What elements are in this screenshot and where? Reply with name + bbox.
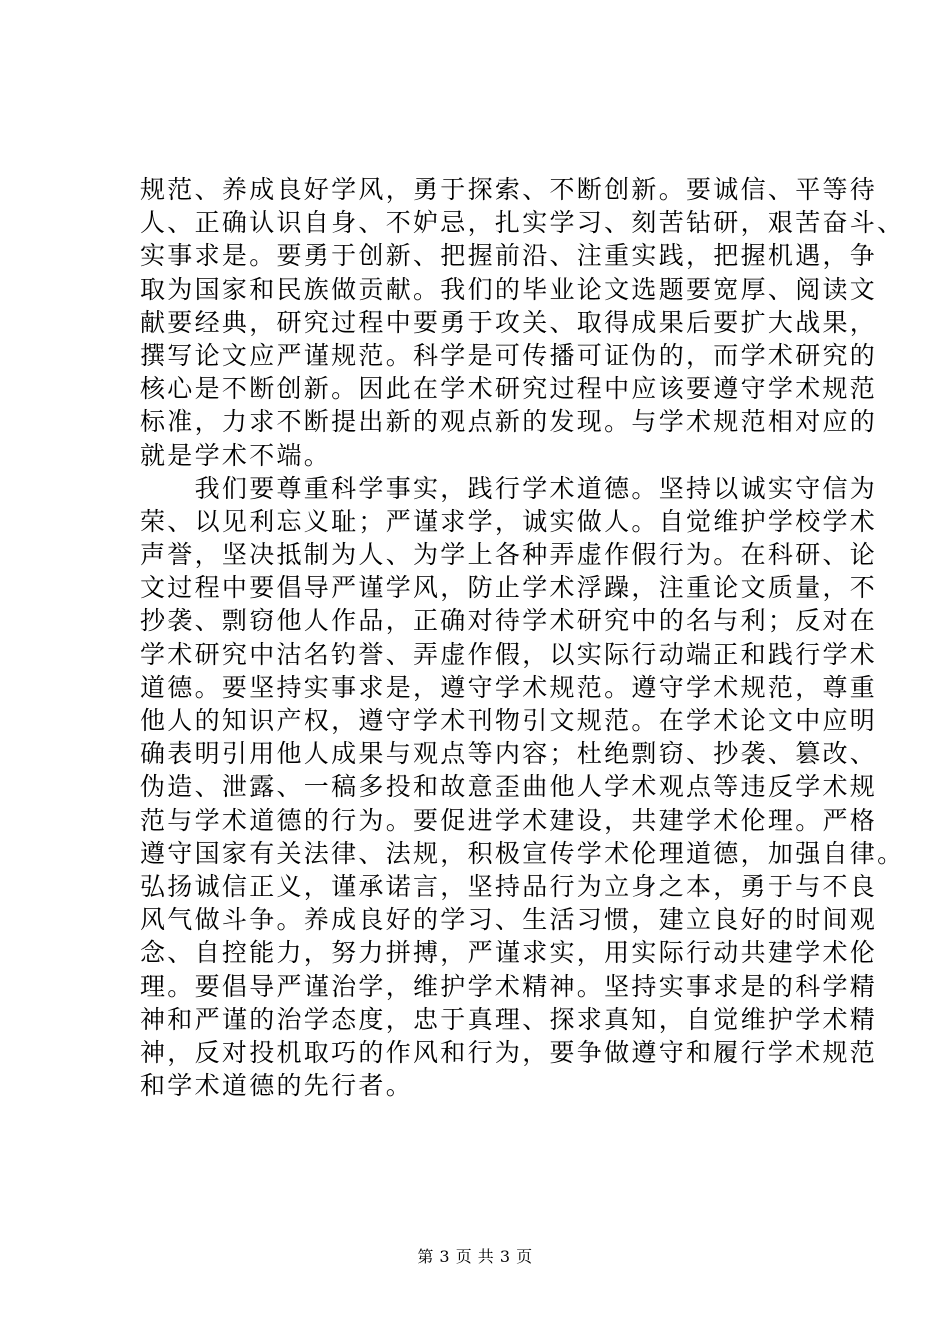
text-line: 遵守国家有关法律、法规，积极宣传学术伦理道德，加强自律。 [140, 838, 905, 868]
text-line: 我们要尊重科学事实，践行学术道德。坚持以诚实守信为 [140, 473, 878, 503]
text-line: 声誉，坚决抵制为人、为学上各种弄虚作假行为。在科研、论 [140, 540, 878, 570]
text-line: 献要经典，研究过程中要勇于攻关、取得成果后要扩大战果， [140, 307, 878, 337]
text-line: 和学术道德的先行者。 [140, 1071, 414, 1101]
text-line: 标准，力求不断提出新的观点新的发现。与学术规范相对应的 [140, 407, 878, 437]
text-line: 神和严谨的治学态度，忠于真理、探求真知，自觉维护学术精 [140, 1004, 878, 1034]
text-line: 核心是不断创新。因此在学术研究过程中应该要遵守学术规范 [140, 374, 878, 404]
text-line: 伪造、泄露、一稿多投和故意歪曲他人学术观点等违反学术规 [140, 772, 878, 802]
text-line: 他人的知识产权，遵守学术刊物引文规范。在学术论文中应明 [140, 706, 878, 735]
text-line: 神，反对投机取巧的作风和行为，要争做遵守和履行学术规范 [140, 1037, 878, 1067]
page-footer [0, 1244, 950, 1267]
text-line: 念、自控能力，努力拼搏，严谨求实，用实际行动共建学术伦 [140, 938, 878, 968]
text-line: 规范、养成良好学风，勇于探索、不断创新。要诚信、平等待 [140, 175, 878, 204]
text-line: 学术研究中沽名钓誉、弄虚作假，以实际行动端正和践行学术 [140, 639, 878, 669]
text-line: 实事求是。要勇于创新、把握前沿、注重实践，把握机遇，争 [140, 241, 878, 271]
text-line: 荣、以见利忘义耻；严谨求学，诚实做人。自觉维护学校学术 [140, 506, 878, 536]
document-body [140, 173, 905, 1102]
text-line: 确表明引用他人成果与观点等内容；杜绝剽窃、抄袭、篡改、 [140, 739, 878, 769]
text-line: 理。要倡导严谨治学，维护学术精神。坚持实事求是的科学精 [140, 971, 878, 1001]
page-number-label: 第 3 页 共 3 页 [417, 1247, 533, 1266]
text-line: 弘扬诚信正义，谨承诺言，坚持品行为立身之本，勇于与不良 [140, 871, 878, 901]
text-line: 取为国家和民族做贡献。我们的毕业论文选题要宽厚、阅读文 [140, 274, 878, 304]
paragraph-1 [140, 173, 905, 472]
text-line: 文过程中要倡导严谨学风，防止学术浮躁，注重论文质量，不 [140, 573, 878, 603]
text-line: 风气做斗争。养成良好的学习、生活习惯，建立良好的时间观 [140, 905, 878, 935]
paragraph-2 [140, 472, 905, 1103]
text-line: 撰写论文应严谨规范。科学是可传播可证伪的，而学术研究的 [140, 340, 878, 370]
text-line: 抄袭、剽窃他人作品，正确对待学术研究中的名与利；反对在 [140, 606, 878, 636]
text-line: 就是学术不端。 [140, 440, 332, 470]
text-line: 人、正确认识自身、不妒忌，扎实学习、刻苦钻研，艰苦奋斗、 [140, 208, 905, 238]
text-line: 范与学术道德的行为。要促进学术建设，共建学术伦理。严格 [140, 805, 878, 835]
text-line: 道德。要坚持实事求是，遵守学术规范。遵守学术规范，尊重 [140, 672, 878, 702]
